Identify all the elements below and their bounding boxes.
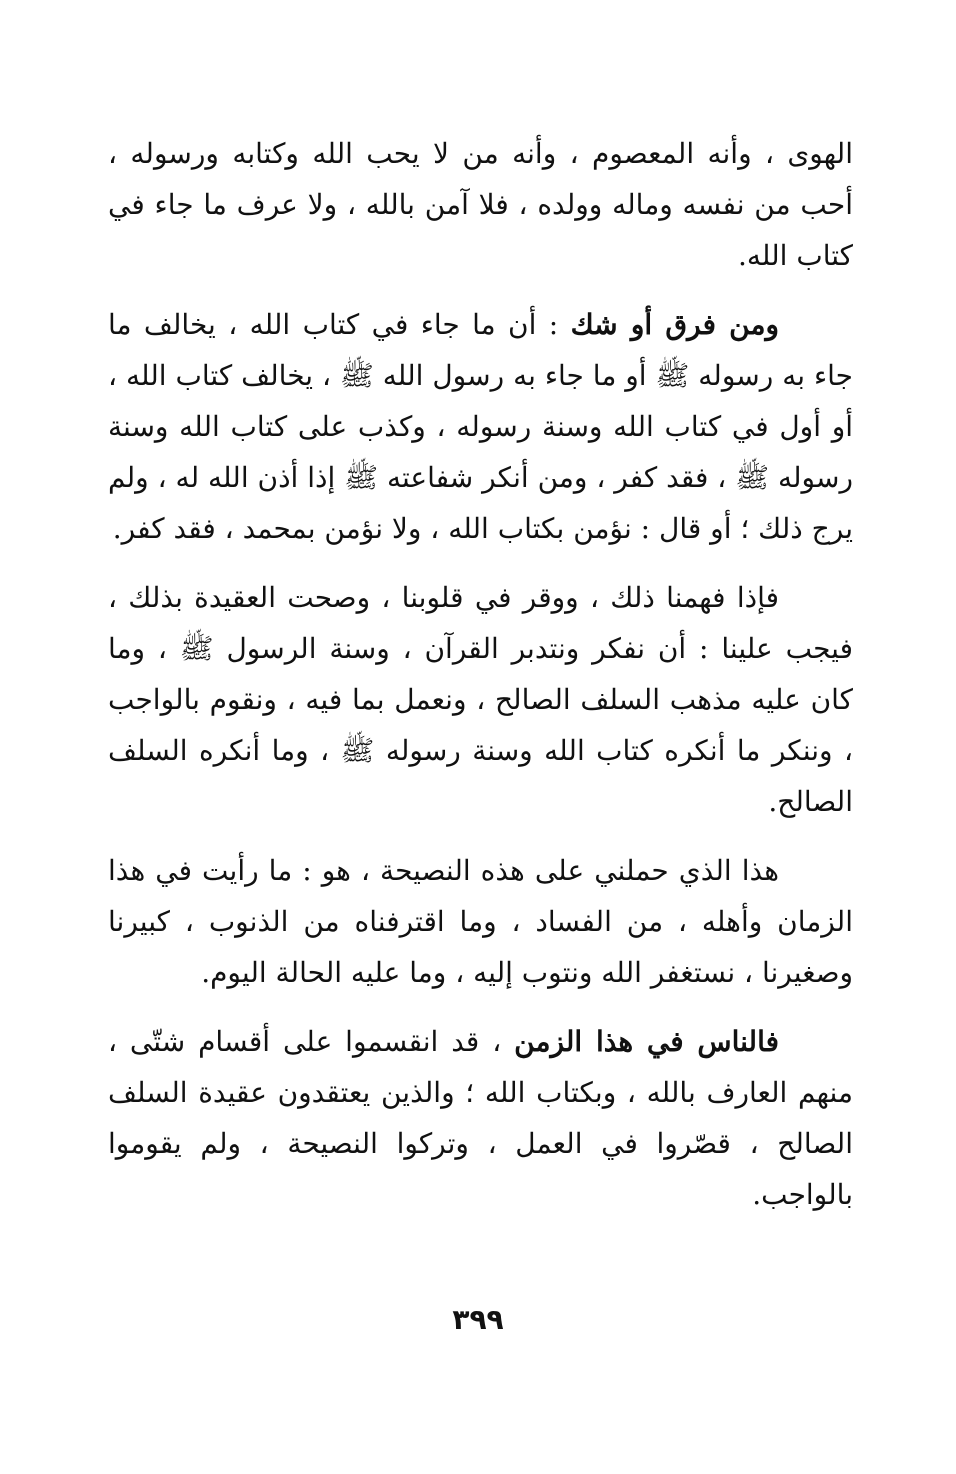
paragraph-4-text: هذا الذي حملني على هذه النصيحة ، هو : ما رأيت في هذا الزمان وأهله ، من الفساد ، وما اقترفناه من الذنوب ، كبيرنا وصغيرنا ، نستغفر الله ونتوب إليه ، وما عليه الحالة اليوم. bbox=[108, 854, 853, 989]
page-body bbox=[108, 128, 853, 1238]
paragraph-5-lead: فالناس في هذا الزمن bbox=[514, 1025, 779, 1058]
paragraph-2 bbox=[108, 299, 853, 554]
paragraph-1 bbox=[108, 128, 853, 281]
paragraph-3 bbox=[108, 572, 853, 827]
paragraph-5 bbox=[108, 1016, 853, 1220]
paragraph-4 bbox=[108, 845, 853, 998]
paragraph-2-text: : أن ما جاء في كتاب الله ، يخالف ما جاء به رسوله ﷺ أو ما جاء به رسول الله ﷺ ، يخالف كتاب الله ، أو أول في كتاب الله وسنة رسوله ، وكذب على كتاب الله وسنة رسوله ﷺ ، فقد كفر ، ومن أنكر شفاعته ﷺ إذا أذن الله له ، ولم يرج ذلك ؛ أو قال : نؤمن بكتاب الله ، ولا نؤمن بمحمد ، فقد كفر. bbox=[108, 308, 853, 545]
page-number: ٣٩٩ bbox=[452, 1303, 504, 1336]
paragraph-2-lead: ومن فرق أو شك bbox=[570, 308, 780, 341]
paragraph-5-text: ، قد انقسموا على أقسام شتّى ، منهم العارف بالله ، وبكتاب الله ؛ والذين يعتقدون عقيدة السلف الصالح ، قصّروا في العمل ، وتركوا النصيحة ، ولم يقوموا بالواجب. bbox=[108, 1025, 853, 1211]
paragraph-1-text: الهوى ، وأنه المعصوم ، وأنه من لا يحب الله وكتابه ورسوله ، أحب من نفسه وماله وولده ، فلا آمن بالله ، ولا عرف ما جاء في كتاب الله. bbox=[108, 137, 853, 272]
paragraph-3-text: فإذا فهمنا ذلك ، ووقر في قلوبنا ، وصحت العقيدة بذلك ، فيجب علينا : أن نفكر ونتدبر القرآن ، وسنة الرسول ﷺ ، وما كان عليه مذهب السلف الصالح ، ونعمل بما فيه ، ونقوم بالواجب ، وننكر ما أنكره كتاب الله وسنة رسوله ﷺ ، وما أنكره السلف الصالح. bbox=[108, 581, 853, 818]
